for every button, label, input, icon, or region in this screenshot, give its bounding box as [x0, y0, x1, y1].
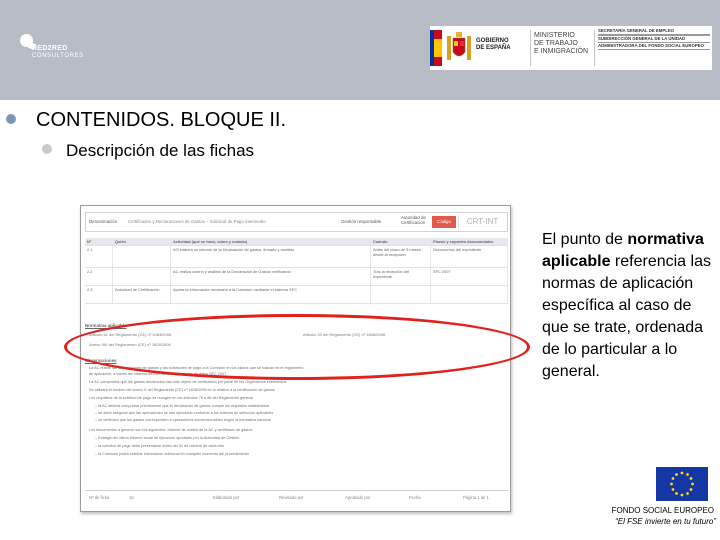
procedure-sheet-image: Denominación Certificados y Declaraciones de Gastos – Solicitud de Pago intermedio Gestión responsable Autoridad de Certificación Código CRT-INT Nº Quién Actividad (qué se hace, cómo y cuándo) Cuándo Plazos y soportes documentales 2.1 AG elabora un informe de la Declaración de gastos, firmado y remitido Antes del plazo de 3 meses desde la recepción Documentos del expediente 2.2 AC realiza control y análisis de la Declaración de Gastos verificando Tras la recepción del expediente SFC 2007 2.3 Autoridad de Certificación Aporta la información necesaria a la Comisión mediante el sistema SFC Normativa aplicable Articulo 61 del Reglamento (CE) nº 1083/2006 Articulo 20 del Reglamento (CE) nº 1828/2006 Anexo XIII del Reglamento (CE) nº 1828/2006 Observaciones La AC remite las declaraciones de gastos y las solicitudes de pago a la Comisión en los plazos que se indican en el reglamento de aplicación, a través del sistema de intercambio electrónico de datos SFC 2007 La AC comprueba que los gastos declarados han sido objeto de verificación por parte de los Organismos intermedios Se utilizará el modelo del anexo X del Reglamento (CE) nº 1828/2006 en lo relativo a la certificación de gastos Los requisitos de la solicitud de pago se recogen en los artículos 76 a 86 del Reglamento general – la AC deberá comprobar previamente que la declaración de gastos cumple los requisitos establecidos – se debe asegurar que las operaciones se han ejecutado conforme a los criterios de selección aplicables – se verificará que los gastos corresponden a operaciones subvencionables según la normativa nacional Los documentos a generar son los siguientes: Informe de control de la AC y certificado de gastos – Entrega del último informe anual de ejecución aprobado por la Autoridad de Gestión – la solicitud de pago debe presentarse antes del 31 de octubre de cada año – la Comisión podrá solicitar información adicional en cualquier momento del procedimiento Nº de ficha 16 Elaborado por Revisado por Aprobado por Fecha Página 1 de 1	[80, 205, 511, 512]
table-row: 2.3 Autoridad de Certificación Aporta la información necesaria a la Comisión mediante el sistema SFC	[85, 286, 508, 304]
normativa-heading: Normativa aplicable	[85, 323, 127, 328]
highlight-term: normativa aplicable	[542, 231, 704, 270]
subtitle-bullet-icon	[42, 144, 52, 154]
highlight-ellipse	[64, 314, 530, 380]
page-subtitle: Descripción de las fichas	[66, 141, 255, 160]
logo-name: RED2RED	[32, 45, 68, 52]
code-label: Código	[432, 216, 456, 228]
logo-tagline: CONSULTORES	[32, 53, 84, 59]
table-row: 2.2 AC realiza control y análisis de la Declaración de Gastos verificando Tras la recepción del expediente SFC 2007	[85, 268, 508, 286]
sheet-code: CRT-INT	[458, 215, 506, 229]
fund-name: FONDO SOCIAL EUROPEO	[611, 506, 714, 515]
gobierno-label: GOBIERNO DE ESPAÑA	[476, 38, 511, 51]
ministry-label: MINISTERIO DE TRABAJO E INMIGRACIÓN	[534, 32, 589, 55]
table-row: 2.1 AG elabora un informe de la Declaración de gastos, firmado y remitido Antes del plazo de 3 meses desde la recepción Documentos del expediente	[85, 246, 508, 268]
title-bullet-icon	[6, 114, 16, 124]
observaciones-heading: Observaciones	[85, 358, 117, 363]
secretariat-label: SECRETARÍA GENERAL DE EMPLEO SUBDIRECCIÓN GENERAL DE LA UNIDAD ADMINISTRADORA DEL FONDO SOCIAL EUROPEO	[598, 28, 710, 50]
coat-of-arms-icon	[446, 30, 472, 66]
spain-flag-icon	[434, 30, 442, 66]
header-band	[0, 0, 720, 100]
eu-flag-icon	[656, 467, 708, 501]
table-header-row: Nº Quién Actividad (qué se hace, cómo y cuándo) Cuándo Plazos y soportes documentales	[85, 238, 508, 246]
fund-tagline: “El FSE invierte en tu futuro”	[615, 517, 716, 526]
activities-table	[85, 238, 508, 304]
page-title: CONTENIDOS. BLOQUE II.	[36, 109, 287, 131]
sheet-header: Denominación Certificados y Declaraciones de Gastos – Solicitud de Pago intermedio Gestión responsable Autoridad de Certificación Código CRT-INT	[85, 212, 508, 232]
explanation-text: El punto de normativa aplicable referencia las normas de aplicación específica al caso de que se trate, ordenada de lo particular a lo general.	[542, 231, 711, 380]
ministry-banner	[430, 26, 712, 70]
sheet-footer: Nº de ficha 16 Elaborado por Revisado por Aprobado por Fecha Página 1 de 1	[85, 490, 508, 506]
